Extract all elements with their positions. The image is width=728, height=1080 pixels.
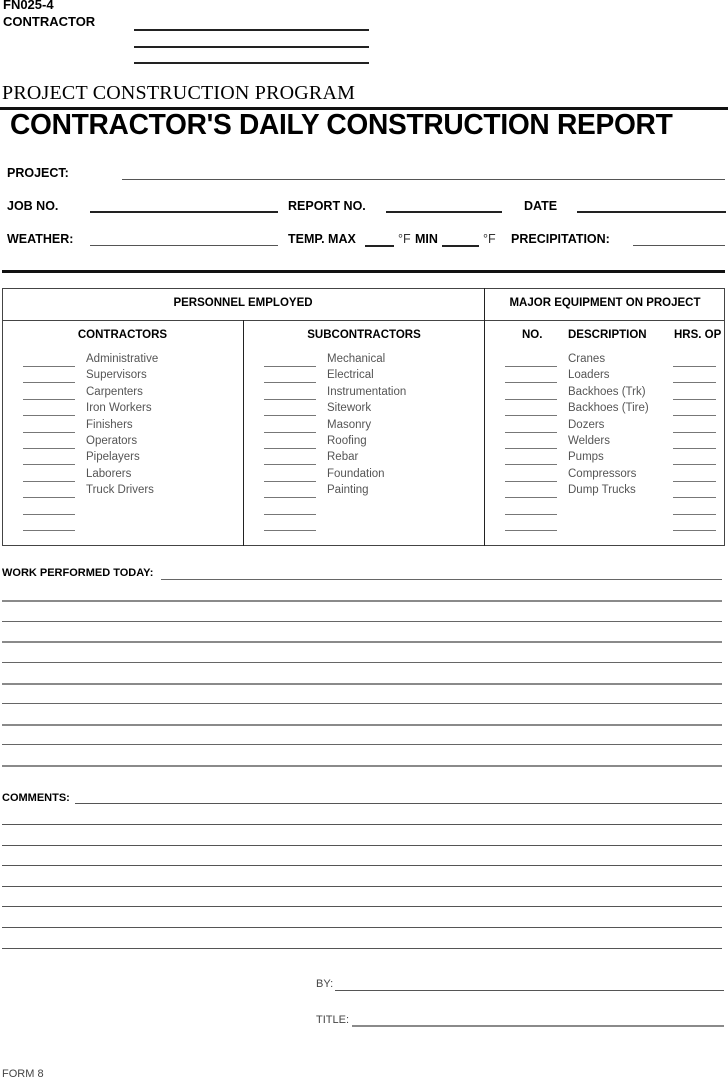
personnel-equipment-table [2,288,725,546]
contractor-count-field[interactable] [23,481,75,482]
form-code: FN025-4 [3,0,54,12]
subcontractor-item: Roofing [327,435,367,447]
comments-line[interactable] [2,886,722,887]
comments-line[interactable] [2,927,722,928]
work-performed-label: WORK PERFORMED TODAY: [2,567,154,579]
temp-max-label: TEMP. MAX [288,232,356,246]
report-title: CONTRACTOR'S DAILY CONSTRUCTION REPORT [10,109,673,141]
precipitation-field[interactable] [633,245,725,246]
temp-min-field[interactable] [442,245,479,247]
program-title: PROJECT CONSTRUCTION PROGRAM [2,82,356,104]
equipment-item: Loaders [568,369,610,381]
by-field[interactable] [335,990,724,991]
work-performed-line[interactable] [2,621,722,622]
equipment-item: Dozers [568,419,605,431]
equipment-hrs-field[interactable] [673,497,716,498]
subcontractor-count-field[interactable] [264,497,316,498]
contractor-item: Laborers [86,468,132,480]
equipment-item: Compressors [568,468,637,480]
equipment-item: Pumps [568,451,604,463]
work-performed-line[interactable] [2,703,722,704]
title-label: TITLE: [316,1014,350,1026]
contractor-label: CONTRACTOR [3,14,96,29]
weather-field[interactable] [90,245,278,246]
contractor-item: Administrative [86,353,159,365]
comments-line[interactable] [2,865,722,866]
equipment-hrs-field[interactable] [673,448,716,449]
equipment-hrs-field[interactable] [673,481,716,482]
table-header-divider [2,320,725,321]
equipment-no-field[interactable] [505,530,557,531]
work-performed-line[interactable] [2,724,722,726]
equipment-col-no: NO. [522,329,543,341]
column-divider-1 [243,320,244,546]
deg-f-min: °F [483,232,496,246]
subcontractor-count-field[interactable] [264,448,316,449]
work-performed-line[interactable] [2,744,722,745]
contractor-item: Carpenters [86,386,143,398]
title-field[interactable] [352,1025,724,1027]
equipment-no-field[interactable] [505,366,557,367]
contractor-count-field[interactable] [23,497,75,498]
contractor-count-field[interactable] [23,382,75,383]
work-performed-line[interactable] [2,765,722,767]
equipment-hrs-field[interactable] [673,530,716,531]
equipment-no-field[interactable] [505,448,557,449]
equipment-no-field[interactable] [505,497,557,498]
contractor-item: Iron Workers [86,402,152,414]
subcontractor-item: Masonry [327,419,372,431]
temp-max-field[interactable] [365,245,394,247]
equipment-item: Backhoes (Tire) [568,402,649,414]
column-divider-2 [484,288,485,546]
equipment-hrs-field[interactable] [673,464,716,465]
project-field[interactable] [122,179,725,180]
personnel-heading: PERSONNEL EMPLOYED [173,297,313,309]
subcontractor-item: Electrical [327,369,374,381]
contractor-item: Truck Drivers [86,484,154,496]
equipment-no-field[interactable] [505,432,557,433]
contractor-count-field[interactable] [23,432,75,433]
contractor-count-field[interactable] [23,514,75,515]
subcontractor-count-field[interactable] [264,382,316,383]
work-performed-line[interactable] [2,683,722,685]
contractor-item: Operators [86,435,138,447]
subcontractor-count-field[interactable] [264,464,316,465]
equipment-col-description: DESCRIPTION [568,329,647,341]
contractor-count-field[interactable] [23,415,75,416]
equipment-no-field[interactable] [505,464,557,465]
work-performed-line[interactable] [2,600,722,602]
subcontractor-item: Rebar [327,451,359,463]
form-number: FORM 8 [2,1068,44,1080]
work-performed-line[interactable] [161,579,722,580]
comments-line[interactable] [75,803,722,804]
report-no-field[interactable] [386,211,502,213]
work-performed-line[interactable] [2,662,722,663]
equipment-hrs-field[interactable] [673,432,716,433]
job-no-label: JOB NO. [7,199,59,213]
equipment-no-field[interactable] [505,514,557,515]
contractor-count-field[interactable] [23,399,75,400]
date-field[interactable] [577,211,726,213]
equipment-item: Backhoes (Trk) [568,386,646,398]
subcontractor-count-field[interactable] [264,481,316,482]
subcontractor-item: Instrumentation [327,386,407,398]
equipment-item: Cranes [568,353,606,365]
equipment-hrs-field[interactable] [673,382,716,383]
weather-label: WEATHER: [7,232,74,246]
contractor-line-3[interactable] [134,62,369,64]
equipment-no-field[interactable] [505,399,557,400]
equipment-item: Dump Trucks [568,484,636,496]
subcontractor-count-field[interactable] [264,415,316,416]
comments-line[interactable] [2,824,722,825]
contractor-item: Pipelayers [86,451,140,463]
contractor-count-field[interactable] [23,366,75,367]
equipment-no-field[interactable] [505,382,557,383]
contractor-item: Supervisors [86,369,147,381]
subcontractor-count-field[interactable] [264,432,316,433]
fields-rule [2,270,725,273]
contractors-heading: CONTRACTORS [77,329,168,341]
equipment-hrs-field[interactable] [673,399,716,400]
equipment-hrs-field[interactable] [673,366,716,367]
subcontractor-item: Mechanical [327,353,386,365]
subcontractor-count-field[interactable] [264,399,316,400]
subcontractors-heading: SUBCONTRACTORS [307,329,421,341]
contractor-count-field[interactable] [23,464,75,465]
report-no-label: REPORT NO. [288,199,366,213]
subcontractor-count-field[interactable] [264,366,316,367]
subcontractor-count-field[interactable] [264,514,316,515]
equipment-hrs-field[interactable] [673,514,716,515]
subcontractor-item: Foundation [327,468,385,480]
equipment-item: Welders [568,435,610,447]
contractor-count-field[interactable] [23,448,75,449]
date-label: DATE [524,199,558,213]
contractor-item: Finishers [86,419,133,431]
temp-min-label: MIN [415,232,438,246]
comments-line[interactable] [2,906,722,907]
subcontractor-item: Painting [327,484,369,496]
comments-line[interactable] [2,845,722,846]
project-label: PROJECT: [7,166,69,180]
job-no-field[interactable] [90,211,278,213]
equipment-no-field[interactable] [505,481,557,482]
subcontractor-count-field[interactable] [264,530,316,531]
subcontractor-item: Sitework [327,402,372,414]
equipment-heading: MAJOR EQUIPMENT ON PROJECT [509,297,701,309]
contractor-count-field[interactable] [23,530,75,531]
contractor-line-1[interactable] [134,29,369,31]
equipment-hrs-field[interactable] [673,415,716,416]
deg-f-max: °F [398,232,411,246]
comments-line[interactable] [2,948,722,949]
equipment-col-hrs: HRS. OP [674,329,722,341]
comments-label: COMMENTS: [2,792,70,804]
by-label: BY: [316,978,334,990]
precipitation-label: PRECIPITATION: [511,232,610,246]
equipment-no-field[interactable] [505,415,557,416]
contractor-line-2[interactable] [134,46,369,48]
work-performed-line[interactable] [2,641,722,643]
